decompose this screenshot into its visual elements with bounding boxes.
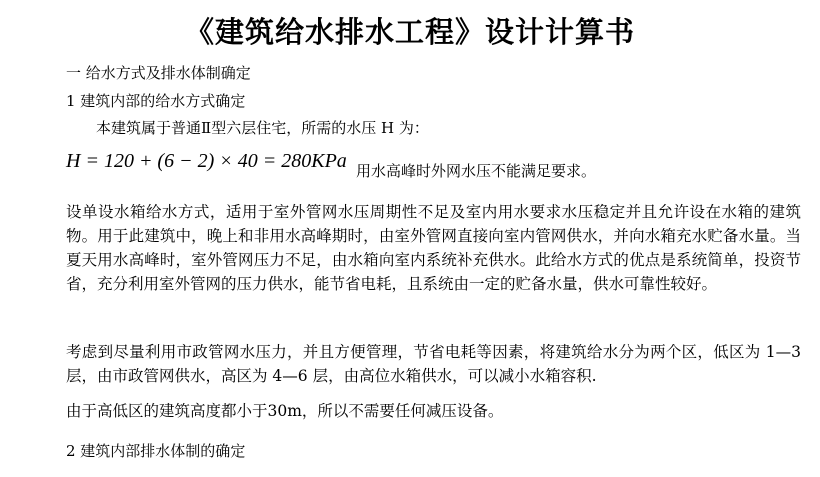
paragraph-water-supply-method: 设单设水箱给水方式，适用于室外管网水压周期性不足及室内用水要求水压稳定并且允许设在水箱的建筑物。用于此建筑中，晚上和非用水高峰期时，由室外管网直接向室内管网供水，并向水箱充水贮备水量。当夏天用水高峰时，室外管网压力不足，由水箱向室内系统补充供水。此给水方式的优点是系统简单，投资节省，充分利用室外管网的压力供水，能节省电耗，且系统由一定的贮备水量，供水可靠性较好。 [66,203,801,293]
subsection-heading: 1 建筑内部的给水方式确定 [66,92,246,110]
paragraph-zoning: 考虑到尽量利用市政管网水压力，并且方便管理，节省电耗等因素，将建筑给水分为两个区，低区为 1—3 层，由市政管网供水，高区为 4—6 层，由高位水箱供水，可以减小水箱容积. [66,343,801,385]
formula-note: 用水高峰时外网水压不能满足要求。 [356,162,597,180]
section-heading: 一 给水方式及排水体制确定 [66,64,251,82]
paragraph-pressure-reduction: 由于高低区的建筑高度都小于30m，所以不需要任何减压设备。 [66,402,504,420]
intro-line: 本建筑属于普通Ⅱ型六层住宅，所需的水压 H 为： [96,119,429,137]
water-pressure-formula: H = 120 + (6 − 2) × 40 = 280KPa [66,150,347,172]
subsection-heading: 2 建筑内部排水体制的确定 [66,442,246,460]
document-title: 《建筑给水排水工程》设计计算书 [184,15,635,49]
